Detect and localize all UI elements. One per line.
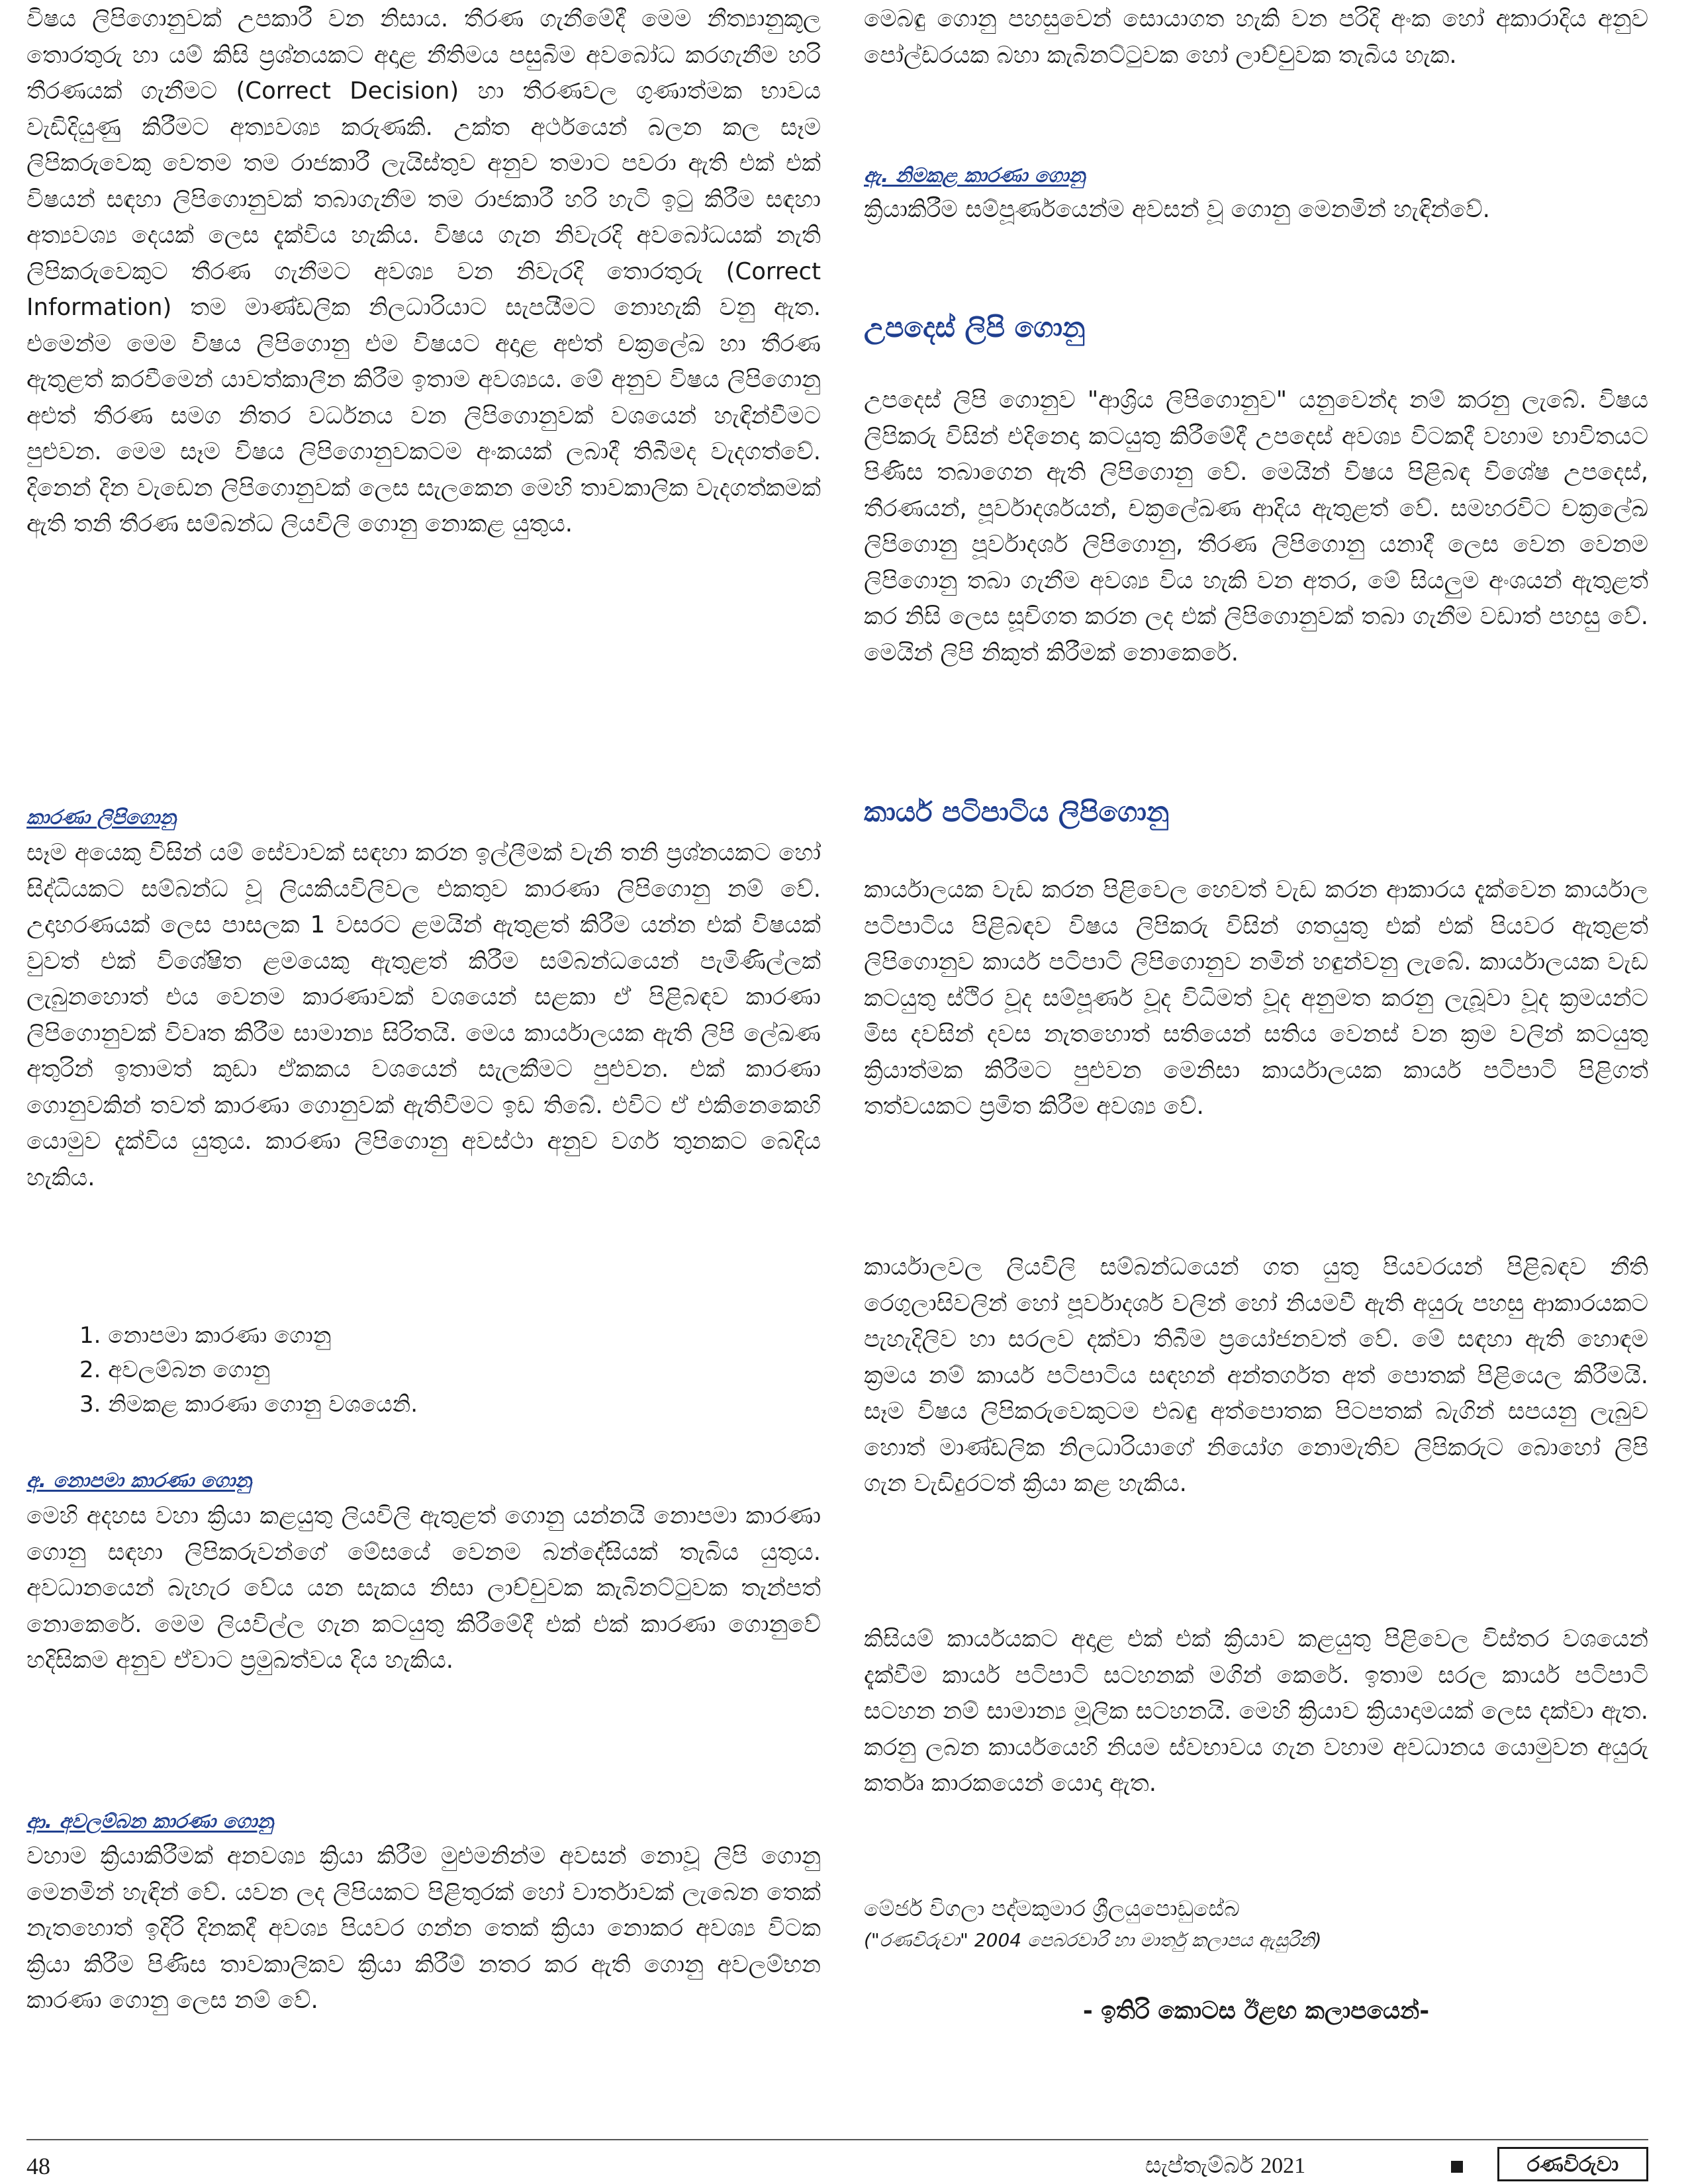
intro-paragraph: විෂය ලිපිගොනුවක් උපකාරී වන නිසාය. තීරණ ගැනීමේදී මෙම නීත්‍යානුකූල තොරතුරු හා යම් කිසි ප්‍රශ්නයකට අදාළ නීතිමය පසුබිම අවබෝධ කරගැනීම හරි තීරණයක් ගැනීමට (Correct Decision) හා තීරණවල ගුණාත්මක භාවය වැඩිදියුණු කිරීමට අත්‍යවශ්‍ය කරුණකි. උක්ත අර්ථයෙන් බලන කල සෑම ලිපිකරුවෙකු වෙතම තම රාජකාරී ලැයිස්තුව අනුව තමාට පවරා ඇති එක් එක් විෂයන් සඳහා ලිපිගොනුවක් තබාගැනීම තම රාජකාරී හරි හැටි ඉටු කිරීම සඳහා අත්‍යවශ්‍ය දෙයක් ලෙස දැක්විය හැකිය. විෂය ගැන නිවැරදි අවබෝධයක් නැති ලිපිකරුවෙකුට තීරණ ගැනීමට අවශ්‍ය වන නිවැරදි තොරතුරු (Correct Information) තම මාණ්ඩලික නිලධාරියාට සැපයීමට නොහැකි වනු ඇත. එමෙන්ම මෙම විෂය ලිපිගොනු එම විෂයට අදාළ අළුත් චක්‍රලේඛ හා තීරණ ඇතුළත් කරවීමෙන් යාවත්කාලීන කිරීම ඉතාම අවශ්‍යය. මේ අනුව විෂය ලිපිගොනු අළුත් තීරණ සමග නිතර වර්ධනය වන ලිපිගොනුවක් වශයෙන් හැඳින්වීමට පුළුවන. මෙම සෑම විෂය ලිපිගොනුවකටම අංකයක් ලබාදී තිබීමද වැදගත්වේ. දිනෙන් දින වැඩෙන ලිපිගොනුවක් ලෙස සැලකෙන මෙහි තාවකාලික වැදගත්කමක් ඇති තනි තීරණ සම්බන්ධ ලියවිලි ගොනු නොකළ යුතුය. xyxy=(26,5,821,537)
karana-type-list xyxy=(53,1318,418,1422)
upades-paragraph: උපදෙස් ලිපි ගොනුව "ආශ්‍රිය ලිපිගොනුව" යනුවෙන්ද නම් කරනු ලැබේ. විෂය ලිපිකරු විසින් එදිනෙදා කටයුතු කිරීමේදී උපදෙස් අවශ්‍ය විටකදී වහාම භාවිතයට පිණිස තබාගෙන ඇති ලිපිගොනු වේ. මෙයින් විෂය පිළිබඳ විශේෂ උපදෙස්, තීරණයන්, පූර්වාදර්ශයන්, චක්‍රලේඛණ ආදිය ඇතුළත් වේ. සමහරවිට චක්‍රලේඛ ලිපිගොනු පූර්වාදර්ශ ලිපිගොනු, තීරණ ලිපිගොනු යනාදී ලෙස වෙන වෙනම ලිපිගොනු තබා ගැනීම අවශ්‍ය විය හැකි වන අතර, මේ සියලුම අංශයන් ඇතුළත් කර නිසි ලෙස සූචිගත කරන ලද එක් ලිපිගොනුවක් තබා ගැනීම වඩාත් පහසු වේ. මෙයින් ලිපි නිකුත් කිරීමක් නොකෙරේ. xyxy=(864,387,1648,666)
nopama-heading: අ. නොපමා කාරණා ගොනු xyxy=(26,1469,252,1492)
list-item: 3. නිමකළ කාරණා ගොනු වශයෙනි. xyxy=(79,1391,418,1418)
magazine-name: රණවිරුවා xyxy=(1497,2147,1648,2181)
upades-heading: උපදෙස් ලිපි ගොනු xyxy=(864,311,1086,343)
square-bullet-icon xyxy=(1451,2161,1463,2173)
avalambana-paragraph: වහාම ක්‍රියාකිරීමක් අනවශ්‍ය ක්‍රියා කිරීම මුළුමනින්ම අවසන් නොවූ ලිපි ගොනු මෙනමින් හැඳින් වේ. යවන ලද ලිපියකට පිළිතුරක් හෝ වාර්තාවක් ලැබෙන තෙක් නැතහොත් ඉදිරි දිනකදී අවශ්‍ය පියවර ගන්න තෙක් ක්‍රියා නොකර අවශ්‍ය විටක ක්‍රියා කිරීම පිණිස තාවකාලිකව ක්‍රියා කිරීම් නතර කර ඇති ගොනු අවලම්භන කාරණා ගොනු ලෙස නම් වේ. xyxy=(26,1843,821,2014)
issue-year: 2021 xyxy=(1260,2154,1306,2178)
continued-note: - ඉතිරි කොටස ඊළඟ කලාපයෙන්- xyxy=(1082,1997,1430,2025)
list-item: 1. නොපමා කාරණා ගොනු xyxy=(79,1322,332,1349)
continuation-paragraph: මෙබඳු ගොනු පහසුවෙන් සොයාගත හැකි වන පරිදි අංක හෝ අකාරාදිය අනුව පෝල්ඩරයක බහා කැබිනට්ටුවක හෝ ලාච්චුවක තැබිය හැක. xyxy=(864,5,1648,69)
issue-date xyxy=(1145,2152,1305,2179)
karana-heading: කාරණා ලිපිගොනු xyxy=(26,806,176,829)
karya-paragraph-3: කිසියම් කාර්යයකට අදාළ එක් එක් ක්‍රියාව කළයුතු පිළිවෙල විස්තර වශයෙන් දැක්වීම කාර්ය පටිපාටි සටහනක් මගින් කෙරේ. ඉතාම සරල කාර්ය පටිපාටි සටහන නම් සාමාන්‍ය මූලික සටහනයි. මෙහි ක්‍රියාව ක්‍රියාදාමයක් ලෙස දක්වා ඇත. කරනු ලබන කාර්යයෙහි නියම ස්වභාවය ගැන වහාම අවධානය යොමුවන අයුරු කර්තෘ කාරකයෙන් යොදා ඇත. xyxy=(864,1625,1648,1797)
karya-paragraph-2: කාර්යාලවල ලියවිලි සම්බන්ධයෙන් ගත යුතු පියවරයන් පිළිබඳව නීති රෙගුලාසිවලින් හෝ පූර්වාදර්ශ වලින් හෝ නියමවී ඇති අයුරු පහසු ආකාරයකට පැහැදිලිව හා සරලව දක්වා තිබීම ප්‍රයෝජනවත් වේ. මේ සඳහා ඇති හොඳම ක්‍රමය නම් කාර්ය පටිපාටිය සඳහන් අන්තර්ගත අත් පොතක් පිළියෙල කිරීමයි. සෑම විෂය ලිපිකරුවෙකුටම එබඳු අත්පොතක පිටපතක් බැගින් සපයනු ලැබුව හොත් මාණ්ඩලික නිලධාරියාගේ නියෝග නොමැතිව ලිපිකරුට බොහෝ ලිපි ගැන වැඩිදුරටත් ක්‍රියා කළ හැකිය. xyxy=(864,1253,1648,1497)
footer-rule xyxy=(26,2139,1648,2140)
source-note: ("රණවිරුවා" 2004 පෙබරවාරි හා මාර්තු කලාපය ඇසුරිනි) xyxy=(864,1929,1322,1951)
page-number: 48 xyxy=(26,2153,50,2179)
nopama-paragraph: මෙහි අදහස වහා ක්‍රියා කළයුතු ලියවිලි ඇතුළත් ගොනු යන්නයි නොපමා කාරණා ගොනු සඳහා ලිපිකරුවන්ගේ මේසයේ වෙනම බන්දේසියක් තැබිය යුතුය. අවධානයෙන් බැහැර වේය යන සැකය නිසා ලාච්චුවක කැබිනට්ටුවක තැන්පත් නොකෙරේ. මෙම ලියවිල්ල ගැන කටයුතු කිරීමේදී එක් එක් කාරණා ගොනුවේ හදිසිකම අනුව ඒවාට ප්‍රමුඛත්වය දිය හැකිය. xyxy=(26,1502,821,1674)
karya-heading: කාර්ය පටිපාටිය ලිපිගොනු xyxy=(864,796,1170,828)
list-item: 2. අවලම්බන ගොනු xyxy=(79,1357,271,1383)
karya-paragraph-1: කාර්යාලයක වැඩ කරන පිළිවෙල හෙවත් වැඩ කරන ආකාරය දැක්වෙන කාර්යාල පටිපාටිය පිළිබඳව විෂය ලිපිකරු විසින් ගතයුතු එක් එක් පියවර ඇතුළත් ලිපිගොනුව කාර්ය පටිපාටි ලිපිගොනුව නමින් හඳුන්වනු ලැබේ. කාර්යාලයක වැඩ කටයුතු ස්ථිර වූද සම්පූර්ණ වූද විධිමත් වූද අනුමත කරනු ලැබූවා වූද ක්‍රමයන්ට මිස දවසින් දවස නැතහොත් සතියෙන් සතිය වෙනස් වන ක්‍රම වලින් කටයුතු ක්‍රියාත්මක කිරීමට පුළුවන මෙනිසා කාර්යාලයක කාර්ය පටිපාටි පිළිගත් තත්වයකට ප්‍රමිත කිරීම අවශ්‍ය වේ. xyxy=(864,876,1648,1120)
nimakala-heading: ඇ. නිමකළ කාරණා ගොනු xyxy=(864,164,1085,187)
author-byline: මේජර් විගලා පද්මකුමාර ශ්‍රීලයුපොඩුසේබ xyxy=(864,1895,1240,1921)
nimakala-paragraph: ක්‍රියාකිරීම සම්පූර්ණයෙන්ම අවසන් වූ ගොනු මෙනමින් හැඳින්වේ. xyxy=(864,196,1490,223)
karana-paragraph: සෑම අයෙකු විසින් යම් සේවාවක් සඳහා කරන ඉල්ලීමක් වැනි තනි ප්‍රශ්නයකට හෝ සිද්ධියකට සම්බන්ධ වූ ලියකියවිලිවල එකතුව කාරණා ලිපිගොනු නම් වේ. උදාහරණයක් ලෙස පාසලක 1 වසරට ළමයින් ඇතුළත් කිරීම යන්න එක් විෂයක් වුවත් එක් විශේෂිත ළමයෙකු ඇතුළත් කිරීම සම්බන්ධයෙන් පැමිණිල්ලක් ලැබුනහොත් එය වෙනම කාරණාවක් වශයෙන් සළකා ඒ පිළිබඳව කාරණා ලිපිගොනුවක් විවෘත කිරීම සාමාන්‍ය සිරිතයි. මෙය කාර්යාලයක ඇති ලිපි ලේඛණ අතුරින් ඉතාමත් කුඩා ඒකකය වශයෙන් සැලකීමට පුළුවන. එක් කාරණා ගොනුවකින් තවත් කාරණා ගොනුවක් ඇතිවීමට ඉඩ තිබේ. එවිට ඒ එකිනෙකෙහි යොමුව දැක්විය යුතුය. කාරණා ලිපිගොනු අවස්ථා අනුව වර්ග තුනකට බෙදිය හැකිය. xyxy=(26,839,821,1191)
avalambana-heading: ආ. අවලම්බන කාරණා ගොනු xyxy=(26,1810,273,1833)
issue-month: සැප්තැම්බර් xyxy=(1145,2152,1254,2179)
